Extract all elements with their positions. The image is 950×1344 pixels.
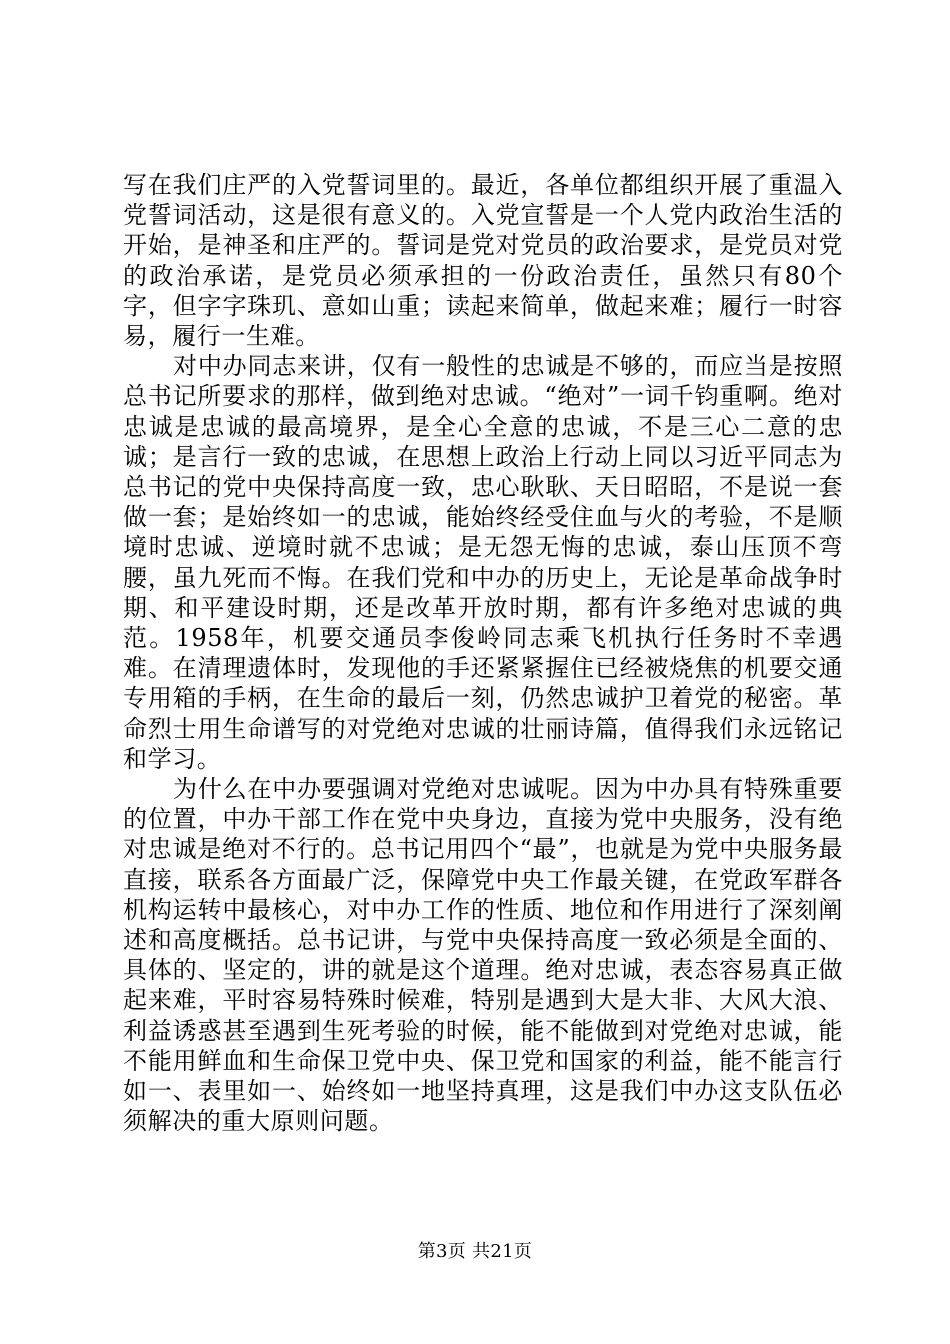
paragraph-3: 为什么在中办要强调对党绝对忠诚呢。因为中办具有特殊重要的位置，中办干部工作在党中央身边，直接为党中央服务，没有绝对忠诚是绝对不行的。总书记用四个“最”，也就是为党中央服务最直接，联系各方面最广泛，保障党中央工作最关键，在党政军群各机构运转中最核心，对中办工作的性质、地位和作用进行了深刻阐述和高度概括。总书记讲，与党中央保持高度一致必须是全面的、具体的、坚定的，讲的就是这个道理。绝对忠诚，表态容易真正做起来难，平时容易特殊时候难，特别是遇到大是大非、大风大浪、利益诱惑甚至遇到生死考验的时候，能不能做到对党绝对忠诚，能不能用鲜血和生命保卫党中央、保卫党和国家的利益，能不能言行如一、表里如一、始终如一地坚持真理，这是我们中办这支队伍必须解决的重大原则问题。	[123, 775, 843, 1136]
paragraph-1: 写在我们庄严的入党誓词里的。最近，各单位都组织开展了重温入党誓词活动，这是很有意义的。入党宣誓是一个人党内政治生活的开始，是神圣和庄严的。誓词是党对党员的政治要求，是党员对党的政治承诺，是党员必须承担的一份政治责任，虽然只有80个字，但字字珠玑、意如山重；读起来简单，做起来难；履行一时容易，履行一生难。	[123, 171, 843, 351]
paragraph-2: 对中办同志来讲，仅有一般性的忠诚是不够的，而应当是按照总书记所要求的那样，做到绝对忠诚。“绝对”一词千钧重啊。绝对忠诚是忠诚的最高境界，是全心全意的忠诚，不是三心二意的忠诚；是言行一致的忠诚，在思想上政治上行动上同以习近平同志为总书记的党中央保持高度一致，忠心耿耿、天日昭昭，不是说一套做一套；是始终如一的忠诚，能始终经受住血与火的考验，不是顺境时忠诚、逆境时就不忠诚；是无怨无悔的忠诚，泰山压顶不弯腰，虽九死而不悔。在我们党和中办的历史上，无论是革命战争时期、和平建设时期，还是改革开放时期，都有许多绝对忠诚的典范。1958年，机要交通员李俊岭同志乘飞机执行任务时不幸遇难。在清理遗体时，发现他的手还紧紧握住已经被烧焦的机要交通专用箱的手柄，在生命的最后一刻，仍然忠诚护卫着党的秘密。革命烈士用生命谱写的对党绝对忠诚的壮丽诗篇，值得我们永远铭记和学习。	[123, 352, 843, 773]
document-body	[123, 170, 843, 1137]
page-number-footer: 第3页 共21页	[417, 1241, 533, 1262]
